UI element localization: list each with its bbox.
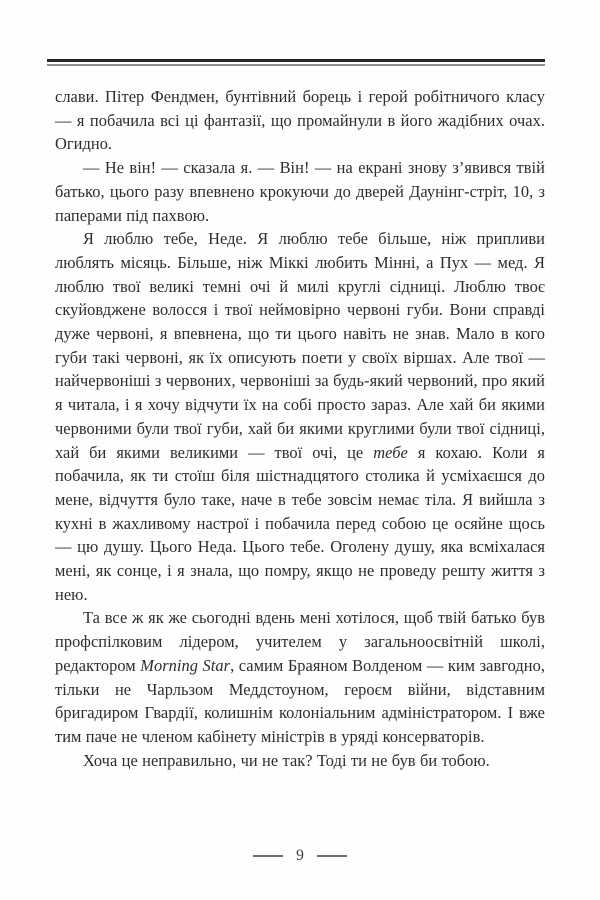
paragraph-3-part-2: я кохаю. Коли я побачила, як ти стоїш біля шістнадцятого столика й усміхаєшся до мене, відчуття було таке, наче в тебе зовсім немає тіла. Я вийшла з кухні в жахливому настрої і побачила перед собою це осяйне щось — цю душу. Цього Неда. Цього тебе. Оголену душу, яка всміхалася мені, як сонце, і я знала, що помру, якщо не проведу решту життя з нею.	[55, 442, 545, 604]
paragraph-4	[55, 606, 545, 748]
page-footer	[0, 848, 600, 864]
paragraph-3-emphasis: тебе	[373, 442, 408, 462]
header-rule-thin	[47, 64, 545, 66]
folio-dash-right-icon	[317, 855, 347, 857]
folio-dash-left-icon	[253, 855, 283, 857]
page-number: 9	[296, 847, 304, 864]
paragraph-2: — Не він! — сказала я. — Він! — на екрані знову з’явився твій батько, цього разу впевнено крокуючи до дверей Даунінг-стріт, 10, з паперами під пахвою.	[55, 158, 545, 225]
paragraph-4-part-2: , самим Браяном Волденом — ким завгодно, тільки не Чарльзом Меддстоуном, героєм війни, відставним бригадиром Гвардії, колишнім колоніальним адміністратором. І вже тим паче не членом кабінету міністрів в уряді консерваторів.	[55, 655, 546, 746]
paragraph-3	[55, 227, 545, 606]
body-text-column	[55, 85, 545, 772]
header-double-rule	[47, 59, 545, 66]
paragraph-1: слави. Пітер Фендмен, бунтівний борець і герой робітничого класу — я побачила всі ці фантазії, що промайнули в його жадібних очах. Огидно.	[55, 87, 545, 154]
paragraph-4-title-emphasis: Morning Star	[140, 655, 231, 675]
paragraph-4-part-1: Та все ж як же сьогодні вдень мені хотілося, щоб твій батько був профспілковим лідером, учителем у загальноосвітній школі, редактором	[55, 608, 545, 675]
paragraph-3-part-1: Я люблю тебе, Неде. Я люблю тебе більше, ніж припливи люблять місяць. Більше, ніж Міккі любить Мінні, а Пух — мед. Я люблю твої великі темні очі й милі круглі сідниці. Люблю твоє скуйовджене волосся і твої неймовірно червоні губи. Вони справді дуже червоні, я впевнена, що ти цього навіть не знав. Мало в кого губи такі червоні, як їх описують поети у своїх віршах. Але твої — найчервоніші з червоних, червоніші за будь-який червоний, про який я читала, і я хочу відчути їх на собі просто зараз. Але хай би якими червоними були твої губи, хай би якими круглими були твої сідниці, хай би якими великими — твої очі, це	[55, 229, 545, 462]
paragraph-5: Хоча це неправильно, чи не так? Тоді ти не був би тобою.	[83, 750, 490, 770]
